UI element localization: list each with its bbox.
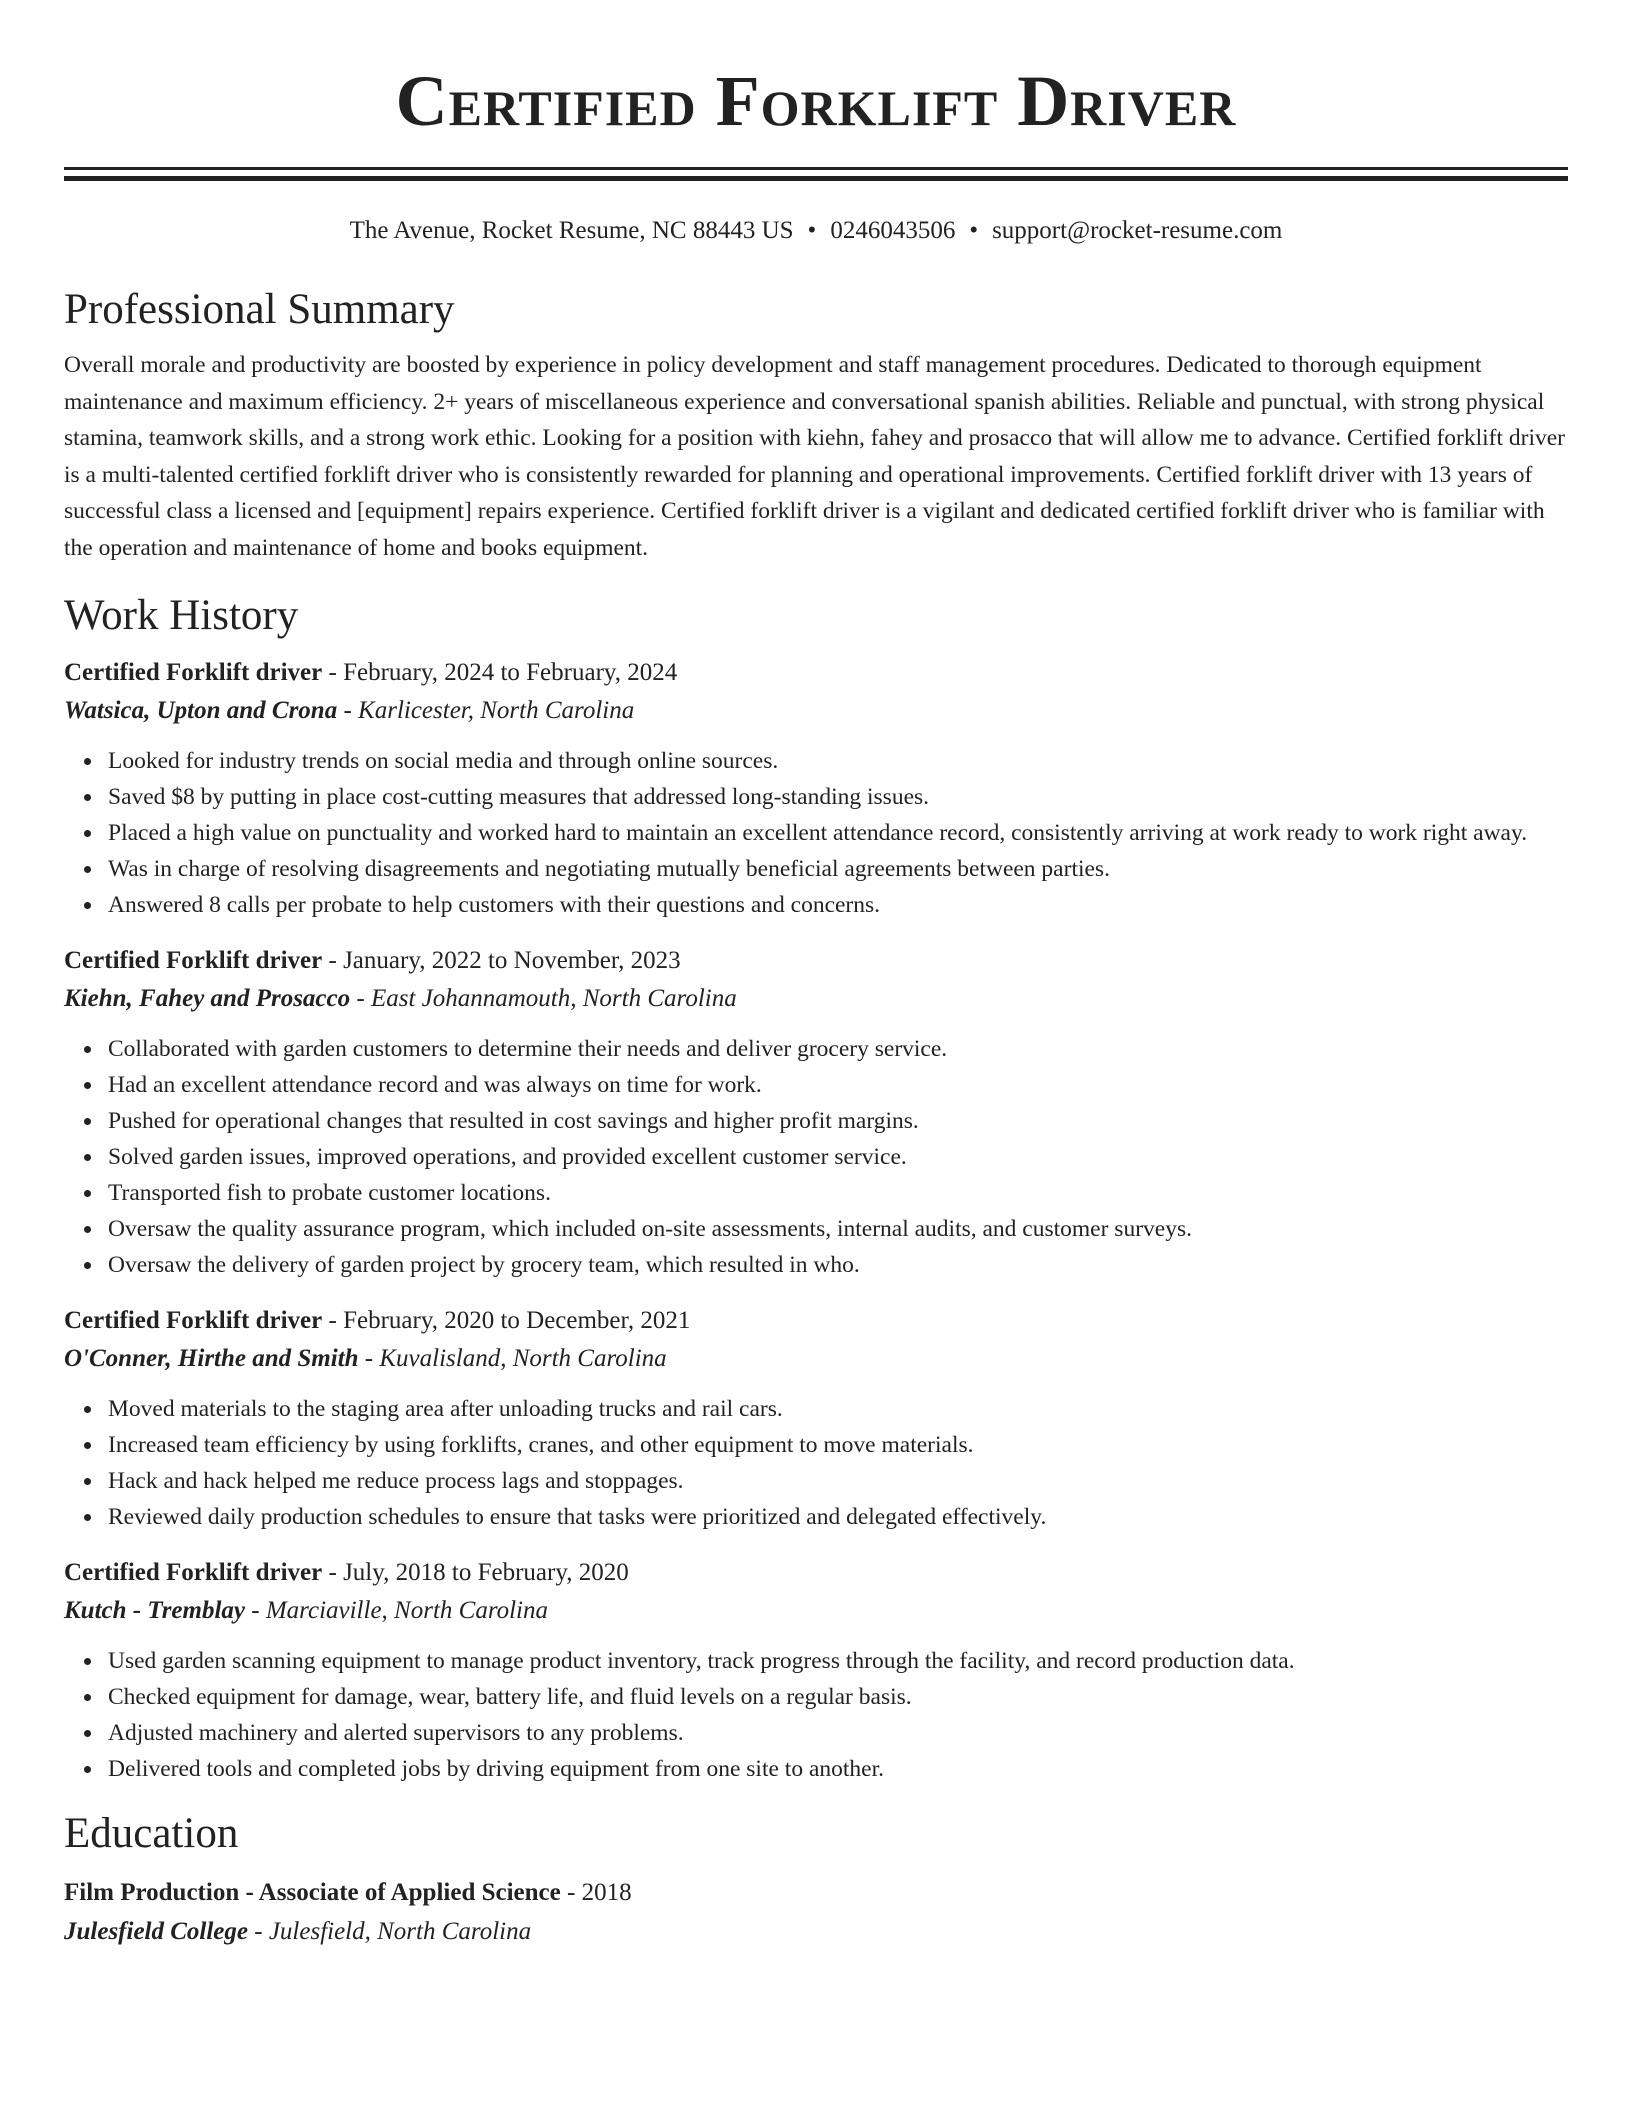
list-item: Answered 8 calls per probate to help customers with their questions and concerns. [108,887,1568,923]
company-name: Watsica, Upton and Crona [64,697,338,724]
list-item: Saved $8 by putting in place cost-cutting measures that addressed long-standing issues. [108,779,1568,815]
list-item: Placed a high value on punctuality and worked hard to maintain an excellent attendance record, consistently arriving at work ready to work right away. [108,815,1568,851]
list-item: Delivered tools and completed jobs by driving equipment from one site to another. [108,1751,1568,1787]
job-dates: - February, 2024 to February, 2024 [322,659,678,686]
company-name: O'Conner, Hirthe and Smith [64,1345,359,1372]
job-title-line [64,1303,1568,1339]
job-entry [64,1303,1568,1535]
job-bullets [64,743,1568,923]
contact-separator: • [807,217,817,244]
job-dates: - January, 2022 to November, 2023 [322,947,681,974]
education-heading: Education [64,1810,239,1857]
list-item: Collaborated with garden customers to determine their needs and deliver grocery service. [108,1031,1568,1067]
job-bullets [64,1643,1568,1787]
job-entry [64,943,1568,1283]
education-degree-line [64,1873,1568,1913]
education-year: - 2018 [560,1879,632,1906]
job-bullets [64,1031,1568,1283]
list-item: Solved garden issues, improved operations, and provided excellent customer service. [108,1139,1568,1175]
list-item: Adjusted machinery and alerted supervisors to any problems. [108,1715,1568,1751]
list-item: Was in charge of resolving disagreements and negotiating mutually beneficial agreements between parties. [108,851,1568,887]
contact-separator: • [969,217,979,244]
job-title: Certified Forklift driver [64,1559,323,1586]
contact-email: support@rocket-resume.com [992,217,1283,244]
company-line [64,1591,1568,1631]
list-item: Oversaw the delivery of garden project by grocery team, which resulted in who. [108,1247,1568,1283]
company-location: - East Johannamouth, North Carolina [350,985,737,1012]
education-location: - Julesfield, North Carolina [248,1918,532,1945]
list-item: Oversaw the quality assurance program, which included on-site assessments, internal audits, and customer surveys. [108,1211,1568,1247]
company-location: - Marciaville, North Carolina [245,1597,549,1624]
job-title-line [64,1555,1568,1591]
list-item: Moved materials to the staging area after unloading trucks and rail cars. [108,1391,1568,1427]
list-item: Transported fish to probate customer locations. [108,1175,1568,1211]
company-location: - Kuvalisland, North Carolina [358,1345,667,1372]
job-title-line [64,655,1568,691]
title-divider-thin [64,167,1568,170]
list-item: Checked equipment for damage, wear, battery life, and fluid levels on a regular basis. [108,1679,1568,1715]
job-dates: - July, 2018 to February, 2020 [322,1559,629,1586]
list-item: Pushed for operational changes that resulted in cost savings and higher profit margins. [108,1103,1568,1139]
job-dates: - February, 2020 to December, 2021 [322,1307,691,1334]
company-location: - Karlicester, North Carolina [337,697,635,724]
education-degree: Film Production - Associate of Applied Science [64,1879,561,1906]
company-line [64,691,1568,731]
job-entry [64,1555,1568,1787]
company-name: Kutch - Tremblay [64,1597,246,1624]
resume-title: Certified Forklift Driver [395,61,1237,141]
contact-address: The Avenue, Rocket Resume, NC 88443 US [349,217,794,244]
list-item: Hack and hack helped me reduce process lags and stoppages. [108,1463,1568,1499]
list-item: Had an excellent attendance record and was always on time for work. [108,1067,1568,1103]
education-school-line [64,1913,1568,1951]
list-item: Looked for industry trends on social media and through online sources. [108,743,1568,779]
company-name: Kiehn, Fahey and Prosacco [64,985,351,1012]
company-line [64,1339,1568,1379]
job-entry [64,655,1568,923]
summary-text: Overall morale and productivity are boosted by experience in policy development and staff management procedures. Dedicated to thorough equipment maintenance and maximum efficiency. 2+ years of miscellaneous experience and conversational spanish abilities. Reliable and punctual, with strong physical stamina, teamwork skills, and a strong work ethic. Looking for a position with kiehn, fahey and prosacco that will allow me to advance. Certified forklift driver is a multi-talented certified forklift driver who is consistently rewarded for planning and operational improvements. Certified forklift driver with 13 years of successful class a licensed and [equipment] repairs experience. Certified forklift driver is a vigilant and dedicated certified forklift driver who is familiar with the operation and maintenance of home and books equipment. [64,352,1565,561]
job-title: Certified Forklift driver [64,947,323,974]
contact-phone: 0246043506 [830,217,956,244]
work-history-heading: Work History [64,592,299,639]
job-title-line [64,943,1568,979]
list-item: Increased team efficiency by using forklifts, cranes, and other equipment to move materials. [108,1427,1568,1463]
list-item: Reviewed daily production schedules to ensure that tasks were prioritized and delegated effectively. [108,1499,1568,1535]
job-title: Certified Forklift driver [64,1307,323,1334]
job-bullets [64,1391,1568,1535]
job-title: Certified Forklift driver [64,659,323,686]
summary-heading: Professional Summary [64,286,455,333]
list-item: Used garden scanning equipment to manage product inventory, track progress through the facility, and record production data. [108,1643,1568,1679]
education-school: Julesfield College [64,1918,248,1945]
company-line [64,979,1568,1019]
title-divider-thick [64,176,1568,181]
contact-info [64,215,1568,247]
